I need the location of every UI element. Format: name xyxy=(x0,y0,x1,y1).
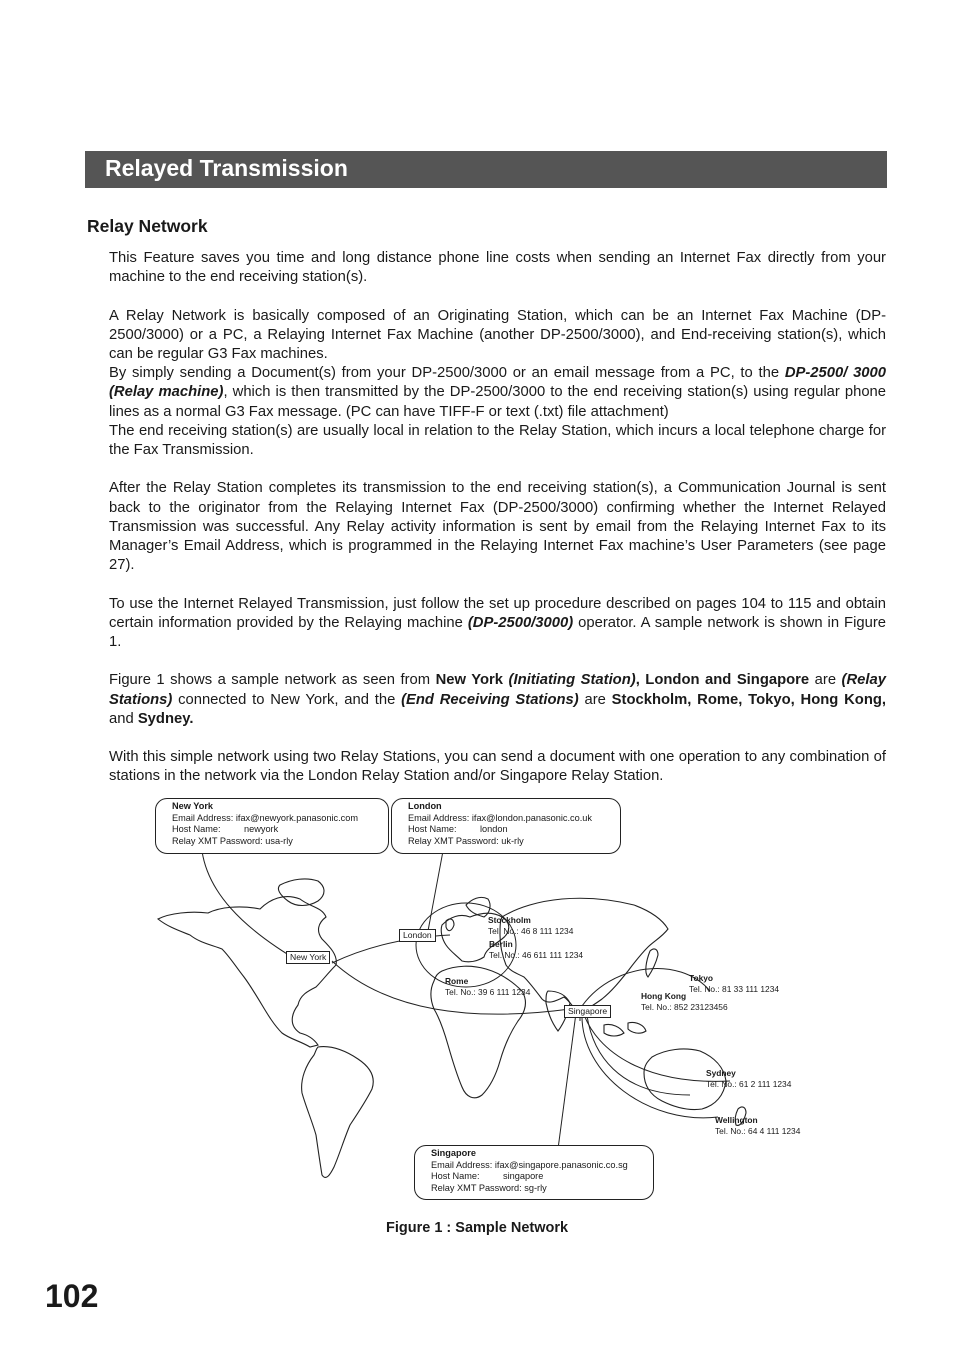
page-number: 102 xyxy=(45,1278,99,1314)
relay-machine-emphasis: DP-2500/ 3000 (Relay machine) xyxy=(109,365,887,401)
newyork-email: ifax@newyork.panasonic.com xyxy=(235,812,359,823)
p7-cities: Stockholm, Rome, Tokyo, Hong Kong, xyxy=(611,691,887,708)
london-pointer-line xyxy=(428,851,443,931)
city-name: Berlin xyxy=(489,939,513,949)
city-tel: Tel. No.: 81 33 111 1234 xyxy=(689,983,780,994)
paragraph-6-end: operator. A sample network is shown in Figure 1. xyxy=(109,614,886,651)
paragraph-4: The end receiving station(s) are usually local in relation to the Relay Station, which incurs a local telephone charge for the Fax Transmission. xyxy=(109,422,886,459)
city-wellington xyxy=(715,1115,800,1136)
london-box-title: London xyxy=(408,801,442,811)
p7-relays: , London and Singapore xyxy=(635,672,810,689)
newyork-password-row xyxy=(172,836,382,848)
north-america-shape xyxy=(158,897,336,1047)
city-name: Wellington xyxy=(715,1115,758,1125)
host-label: Host Name: xyxy=(408,824,457,835)
p7-connected: connected to New York, and the xyxy=(172,691,402,708)
london-host-row xyxy=(408,824,614,836)
singapore-tag: Singapore xyxy=(564,1005,611,1018)
newyork-box-title: New York xyxy=(172,801,214,811)
paragraph-3-start: By simply sending a Document(s) from your DP-2500/3000 or an email message from a PC, to the xyxy=(109,365,785,382)
city-tel: Tel. No.: 64 4 111 1234 xyxy=(715,1125,801,1136)
south-america-shape xyxy=(302,1047,374,1178)
singapore-email-row xyxy=(431,1160,647,1172)
password-label: Relay XMT Password: xyxy=(172,835,263,846)
city-tel: Tel. No.: 39 6 111 1234 xyxy=(445,986,531,997)
email-label: Email Address: xyxy=(172,812,234,823)
london-host: london xyxy=(480,824,508,835)
city-name: Tokyo xyxy=(689,973,714,983)
section-heading: Relay Network xyxy=(87,216,208,236)
singapore-email: ifax@singapore.panasonic.co.sg xyxy=(494,1159,628,1170)
singapore-pointer-line xyxy=(558,1013,576,1149)
london-password-row xyxy=(408,836,614,848)
indonesia-shape xyxy=(604,1024,624,1036)
host-label: Host Name: xyxy=(172,824,221,835)
ny-pointer-line xyxy=(202,851,302,963)
paragraph-1: This Feature saves you time and long distance phone line costs when sending an Internet Fax directly from your machine to the end receiving station(s). xyxy=(109,250,886,286)
p7-initiating: (Initiating Station) xyxy=(508,672,636,689)
london-email: ifax@london.panasonic.co.uk xyxy=(471,812,593,823)
singapore-host: singapore xyxy=(503,1171,544,1182)
paragraph-6 xyxy=(109,595,886,653)
p7-sydney: Sydney. xyxy=(137,710,194,727)
borneo-shape xyxy=(628,1022,646,1033)
paragraph-7 xyxy=(109,671,886,729)
p7-are: are xyxy=(809,672,842,689)
japan-shape xyxy=(646,949,658,977)
city-tel: Tel. No.: 852 23123456 xyxy=(641,1001,728,1012)
p7-relay-stations: (Relay Stations) xyxy=(109,672,886,708)
section-banner xyxy=(85,151,887,188)
paragraph-2: A Relay Network is basically composed of an Originating Station, which can be an Internet Fax Machine (DP-2500/3000) or a PC, a Relaying Internet Fax Machine (another DP-2500/3000), and End-receiving station(s), which can be regular G3 Fax machines. xyxy=(109,307,886,362)
singapore-host-row xyxy=(431,1171,647,1183)
newyork-host-row xyxy=(172,824,382,836)
newyork-host: newyork xyxy=(244,824,279,835)
password-label: Relay XMT Password: xyxy=(408,835,499,846)
london-password: uk-rly xyxy=(501,835,524,846)
paragraph-6-start: To use the Internet Relayed Transmission, just follow the set up procedure described on pages 104 to 115 and obtain certain information provided by the Relaying machine xyxy=(109,595,886,631)
singapore-wellington-arc xyxy=(582,1013,718,1118)
city-stockholm xyxy=(488,915,573,936)
email-label: Email Address: xyxy=(431,1159,493,1170)
paragraph-8: With this simple network using two Relay Stations, you can send a document with one operation to any combination of stations in the network via the London Relay Station and/or Singapore Relay Station. xyxy=(109,749,886,785)
singapore-password: sg-rly xyxy=(524,1182,547,1193)
paragraph-5: After the Relay Station completes its transmission to the end receiving station(s), a Communication Journal is sent back to the originator from the Relaying Internet Fax (DP-2500/3000) confirming whether the Internet Relayed Transmission was successful. Any Relay activity information is sent by email from the Relaying Internet Fax to its Manager’s Email Address, which is programmed in the Relaying Internet Fax machine’s User Parameters (see page 27). xyxy=(109,480,886,574)
password-label: Relay XMT Password: xyxy=(431,1182,522,1193)
city-tel: Tel. No.: 61 2 111 1234 xyxy=(706,1078,792,1089)
city-name: Rome xyxy=(445,976,469,986)
singapore-box-title: Singapore xyxy=(431,1148,476,1158)
london-email-row xyxy=(408,813,614,825)
london-tag: London xyxy=(399,929,436,942)
london-info-box xyxy=(391,798,621,854)
figure-caption: Figure 1 : Sample Network xyxy=(386,1220,569,1236)
newyork-email-row xyxy=(172,813,382,825)
city-tel: Tel. No.: 46 611 111 1234 xyxy=(489,949,584,960)
city-name: Stockholm xyxy=(488,915,531,925)
city-tel: Tel. No.: 46 8 111 1234 xyxy=(488,925,574,936)
p7-newyork: New York xyxy=(435,672,504,689)
city-rome xyxy=(445,976,530,997)
p7-text: Figure 1 shows a sample network as seen from xyxy=(109,672,436,689)
singapore-password-row xyxy=(431,1183,647,1195)
email-label: Email Address: xyxy=(408,812,470,823)
newyork-password: usa-rly xyxy=(265,835,293,846)
city-name: Hong Kong xyxy=(641,991,687,1001)
relaying-machine-emphasis: (DP-2500/3000) xyxy=(467,614,574,631)
paragraph-3-end: , which is then transmitted by the DP-2500/3000 to the end receiving station(s) using regular phone lines as a normal G3 Fax message. (PC can have TIFF-F or text (.txt) file attachment) xyxy=(109,384,887,420)
singapore-inner-arc xyxy=(586,1007,690,1095)
newyork-tag: New York xyxy=(286,951,330,964)
body-text xyxy=(109,249,886,787)
host-label: Host Name: xyxy=(431,1171,480,1182)
p7-and: and xyxy=(109,710,138,727)
greenland-shape xyxy=(278,879,324,906)
newyork-info-box xyxy=(155,798,389,854)
p7-end-receiving: (End Receiving Stations) xyxy=(401,691,579,708)
city-sydney xyxy=(706,1068,791,1089)
city-hongkong xyxy=(641,991,728,1012)
singapore-info-box xyxy=(414,1145,654,1200)
city-name: Sydney xyxy=(706,1068,736,1078)
p7-are-2: are xyxy=(578,691,612,708)
paragraph-3 xyxy=(109,364,886,422)
sample-network-figure xyxy=(150,795,820,1205)
city-berlin xyxy=(489,939,583,960)
page-title: Relayed Transmission xyxy=(105,155,348,181)
